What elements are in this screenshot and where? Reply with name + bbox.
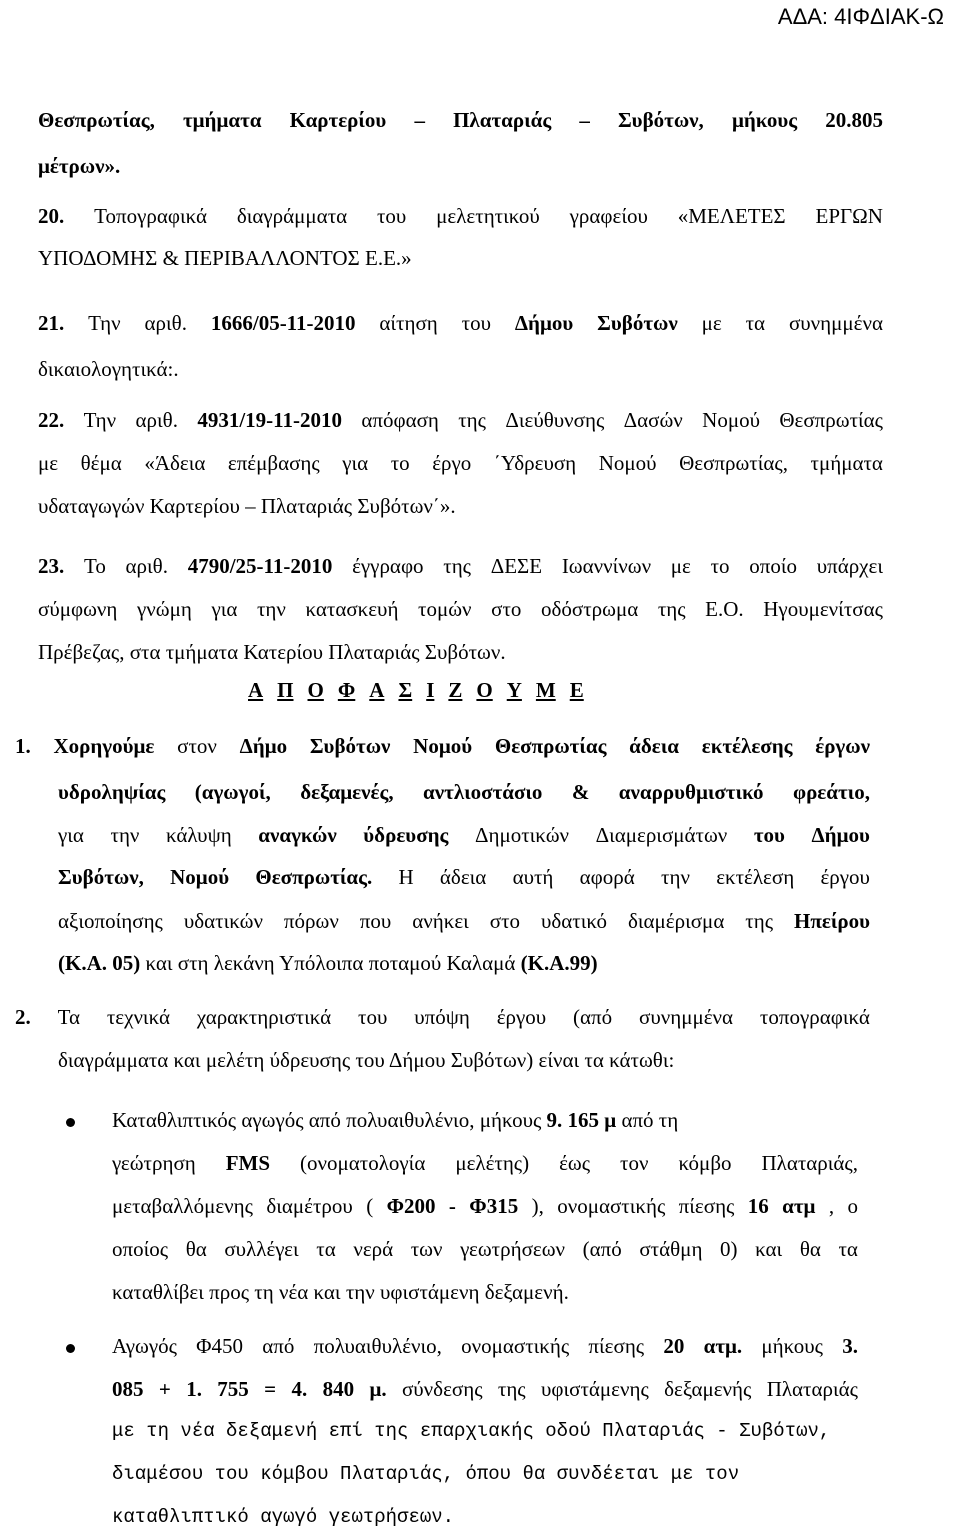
heading-letter: Ε [569,678,584,702]
text-run: την [256,597,286,621]
text-run: Την [88,311,121,335]
bullet-line [112,1196,858,1217]
text-run: αντλιοστάσιο [423,780,543,804]
text-run: (ονοματολογία [300,1151,426,1175]
text-run: Φ200 [386,1194,436,1218]
text-run: αίτηση [379,311,438,335]
text-run: κατασκευή [305,597,399,621]
text-run: από [262,1334,295,1358]
text-run: αφορά [579,865,635,889]
text-run: δικαιολογητικά:. [38,357,179,381]
bullet-line [112,1110,678,1131]
heading-letter: Α [369,678,385,702]
ada-header: ΑΔΑ: 4ΙΦΔΙΑΚ-Ω [777,4,944,29]
text-run: έγγραφο [352,554,424,578]
text-run: υδαταγωγών Καρτερίου – Πλαταριάς Συβότων΄». [38,494,456,518]
text-run: Φ450 [196,1334,244,1358]
text-run: Το [83,554,106,578]
text-run: Ηγουμενίτσας [763,597,883,621]
text-run: 20. [38,204,65,228]
text-run: Δασών [623,408,683,432]
text-run: 1666/05-11-2010 [210,311,356,335]
text-run: Νομού [413,734,473,758]
text-run: 0) [720,1237,738,1261]
text-run: υπάρχει [816,554,883,578]
text-run: Νομού [702,408,760,432]
text-run: Η [398,865,414,889]
bullet-line [112,1153,858,1174]
decision-line [58,825,870,846]
text-run: αριθ. [144,311,187,335]
text-run: Πλαταριάς [453,108,552,132]
text-run: της [745,909,774,933]
text-run: αναρρυθμιστικό [618,780,764,804]
text-run: επέμβασης [227,451,320,475]
text-run: απόφαση [361,408,439,432]
text-run: του [753,823,785,847]
text-run: και στη λεκάνη Υπόλοιπα ποταμού Καλαμά [140,951,521,975]
text-run: = [264,1377,277,1401]
text-run: εκτέλεση [716,865,795,889]
text-run: άδεια [629,734,679,758]
text-run: Νομού [598,451,657,475]
text-run: υφιστάμενης [540,1377,649,1401]
text-run: ατμ [782,1194,816,1218]
decision-line [58,1050,674,1071]
decision-line [58,911,870,932]
text-run: κόμβο [678,1151,732,1175]
text-run: ατμ. [703,1334,743,1358]
text-run: τμήματα [182,108,262,132]
text-run: στον [177,734,217,758]
text-run: Διαμερισμάτων [595,823,728,847]
text-run: 2. [15,1005,31,1029]
text-run: ( [366,1194,374,1218]
text-run: έργου [496,1005,547,1029]
text-run: σύνδεσης [401,1377,483,1401]
text-run: Ε.Ο. [705,597,744,621]
text-run: θα [799,1237,821,1261]
paragraph-line [38,496,456,517]
text-run: καταθλίβει προς τη νέα και την υφιστάμενη δεξαμενή. [112,1280,569,1304]
decision-line [15,1007,870,1028]
paragraph-line [38,642,506,663]
text-run: «ΜΕΛΕΤΕΣ [677,204,786,228]
text-run: συνημμένα [788,311,883,335]
bullet-line [112,1422,830,1441]
decision-line [58,867,870,888]
text-run: 23. [38,554,65,578]
text-run: γεώτρηση [112,1151,196,1175]
text-run: 9. 165 μ [546,1108,617,1132]
text-run: τον [620,1151,649,1175]
text-run: ΕΡΓΩΝ [815,204,883,228]
heading-letter: Π [277,678,294,702]
text-run: Καταθλιπτικός αγωγός από πολυαιθυλένιο, μήκους [112,1108,547,1132]
text-run: οδόστρωμα [541,597,639,621]
text-run: μεταβαλλόμενης [112,1194,253,1218]
text-run: της [458,408,486,432]
text-run: 1. [186,1377,202,1401]
text-run: - [448,1194,456,1218]
text-run: Ιωαννίνων [561,554,652,578]
text-run: για [342,451,369,475]
text-run: πολυαιθυλένιο, [313,1334,442,1358]
decision-heading [248,678,598,703]
text-run: & [571,780,590,804]
paragraph-line [38,248,412,269]
text-run: φρεάτιο, [792,780,870,804]
paragraph-line [38,359,179,380]
text-run: ονομαστικής [557,1194,666,1218]
text-run: έργων [815,734,870,758]
paragraph-line [38,110,883,131]
text-run: Τοπογραφικά [94,204,208,228]
text-run: τομών [418,597,472,621]
heading-letter: Ζ [448,678,463,702]
text-run: πόρων [283,909,339,933]
text-run: Συβότων, [617,108,704,132]
text-run: άδεια [439,865,487,889]
text-run: ΔΕΣΕ [490,554,543,578]
text-run: θέμα [80,451,122,475]
text-run: τα [745,311,766,335]
text-run: για [211,597,238,621]
text-run: του [461,311,492,335]
text-run: (από [573,1005,613,1029]
text-run: το [710,554,730,578]
text-run: υπόψη [414,1005,470,1029]
bullet-line [112,1282,569,1303]
text-run: Διεύθυνσης [505,408,605,432]
text-run: «Άδεια [144,451,206,475]
text-run: 21. [38,311,65,335]
text-run: γεωτρήσεων [460,1237,566,1261]
text-run: 4931/19-11-2010 [197,408,342,432]
text-run: Ηπείρου [794,909,870,933]
text-run: υδροληψίας [58,780,166,804]
bullet-icon [66,1344,75,1353]
text-run: Πλαταριάς, [761,1151,858,1175]
text-run: με [38,451,59,475]
text-run: 840 [322,1377,355,1401]
text-run: 3. [842,1334,858,1358]
text-run: δεξαμενής [664,1377,752,1401]
text-run: – [579,108,590,132]
heading-letter: Ο [476,678,493,702]
heading-letter: Υ [506,678,522,702]
text-run: – [414,108,425,132]
text-run: έργο [432,451,472,475]
text-run: γνώμη [137,597,192,621]
text-run: 16 [747,1194,769,1218]
text-run: του [358,1005,388,1029]
text-run: Τα [57,1005,80,1029]
bullet-line [112,1379,858,1400]
decision-line [15,736,870,757]
text-run: γραφείου [569,204,648,228]
bullet-line [112,1336,858,1357]
text-run: διαγράμματα και μελέτη ύδρευσης του Δήμου Συβότων) είναι τα κάτωθι: [58,1048,675,1072]
text-run: χαρακτηριστικά [196,1005,332,1029]
text-run: Θεσπρωτίας [779,408,883,432]
text-run: αξιοποίησης [58,909,163,933]
heading-letter: Ι [426,678,435,702]
text-run: ΄Υδρευση [493,451,577,475]
paragraph-line [38,556,883,577]
text-run: Χορηγούμε [53,734,155,758]
text-run: στο [491,597,522,621]
text-run: Πρέβεζας, στα τμήματα Κατερίου Πλαταριάς Συβότων. [38,640,506,664]
text-run: Νομού [170,865,230,889]
text-run: Δήμου [514,311,574,335]
text-run: (Κ.Α.99) [520,951,598,975]
paragraph-line [38,410,883,431]
text-run: από τη [616,1108,679,1132]
text-run: σύμφωνη [38,597,118,621]
text-run: 20 [663,1334,685,1358]
text-run: Θεσπρωτίας [494,734,607,758]
text-run: (Κ.Α. 05) [58,951,141,975]
text-run: Θεσπρωτίας, [38,108,155,132]
text-run: με [701,311,722,335]
text-run: υδατικών [183,909,263,933]
text-run: 1. [15,734,31,758]
heading-letter: Ο [307,678,324,702]
text-run: με τη νέα δεξαμενή επί της επαρχιακής οδού Πλαταριάς - Συβότων, [112,1420,831,1442]
text-run: τα [316,1237,336,1261]
text-run: 4790/25-11-2010 [187,554,333,578]
text-run: θα [185,1237,207,1261]
text-run: Την [83,408,117,432]
text-run: μελέτης) [455,1151,530,1175]
text-run: 20.805 [825,108,883,132]
text-run: ο [847,1194,858,1218]
text-run: μ. [369,1377,387,1401]
text-run: διαγράμματα [236,204,348,228]
text-run: τμήματα [810,451,883,475]
text-run: πίεσης [678,1194,735,1218]
text-run: που [359,909,392,933]
bullet-line [112,1465,739,1484]
paragraph-line [38,156,120,177]
text-run: οποίο [749,554,797,578]
text-run: Πλαταριάς [766,1377,858,1401]
text-run: ΥΠΟΔΟΜΗΣ & ΠΕΡΙΒΑΛΛΟΝΤΟΣ Ε.Ε.» [38,246,412,270]
text-run: μελετητικού [436,204,540,228]
text-run: με [670,554,691,578]
text-run: Δημοτικών [474,823,570,847]
bullet-icon [66,1118,75,1127]
text-run: 22. [38,408,65,432]
heading-letter: Α [248,678,264,702]
text-run: μέτρων». [38,154,121,178]
paragraph-line [38,313,883,334]
text-run: έργου [820,865,870,889]
text-run: το [390,451,410,475]
text-run: δεξαμενές, [300,780,394,804]
text-run: μήκους [731,108,798,132]
text-run: συνημμένα [639,1005,734,1029]
text-run: νερά [353,1237,394,1261]
paragraph-line [38,206,883,227]
text-run: Δήμο [239,734,288,758]
heading-letter: Σ [398,678,413,702]
text-run: διαμέρισμα [627,909,725,933]
text-run: και [755,1237,783,1261]
bullet-line [112,1508,454,1527]
text-run: του [376,204,407,228]
heading-letter: Φ [337,678,356,702]
text-run: 4. [291,1377,308,1401]
bullet-line [112,1239,858,1260]
text-run: τεχνικά [106,1005,170,1029]
text-run: τα [838,1237,858,1261]
text-run: ύδρευσης [363,823,449,847]
paragraph-line [38,453,883,474]
text-run: στάθμη [639,1237,703,1261]
text-run: της [497,1377,526,1401]
text-run: Συβότων [309,734,391,758]
paragraph-line [38,599,883,620]
text-run: , [828,1194,835,1218]
text-run: έως [559,1151,591,1175]
text-run: αριθ. [135,408,178,432]
decision-line [58,782,870,803]
text-run: πίεσης [588,1334,645,1358]
text-run: ανήκει [412,909,469,933]
text-run: της [657,597,686,621]
text-run: για [58,823,84,847]
text-run: εκτέλεσης [701,734,793,758]
text-run: αυτή [512,865,554,889]
text-run: 755 [217,1377,249,1401]
text-run: αναγκών [258,823,337,847]
text-run: + [158,1377,171,1401]
text-run: καταθλιπτικό αγωγό γεωτρήσεων. [112,1506,455,1528]
text-run: Συβότων, [58,865,144,889]
text-run: τοπογραφικά [759,1005,870,1029]
text-run: Φ315 [469,1194,519,1218]
text-run: Καρτερίου [289,108,387,132]
text-run: στο [489,909,521,933]
text-run: (από [582,1237,622,1261]
text-run: κάλυψη [165,823,232,847]
text-run: Θεσπρωτίας. [255,865,373,889]
text-run: ονομαστικής [461,1334,570,1358]
text-run: 085 [112,1377,144,1401]
text-run: Αγωγός [112,1334,177,1358]
text-run: οποίος [112,1237,169,1261]
heading-letter: Μ [535,678,556,702]
text-run: διαμέτρου [266,1194,353,1218]
decision-line [58,953,598,974]
text-run: την [110,823,140,847]
text-run: αριθ. [125,554,168,578]
text-run: υδατικό [541,909,608,933]
text-run: διαμέσου του κόμβου Πλαταριάς, όπου θα συνδέεται με τον [112,1463,740,1485]
text-run: της [443,554,472,578]
text-run: Δήμου [811,823,870,847]
text-run: Συβότων [597,311,678,335]
text-run: των [410,1237,443,1261]
text-run: FMS [225,1151,271,1175]
text-run: ), [531,1194,544,1218]
text-run: (αγωγοί, [194,780,271,804]
text-run: την [661,865,690,889]
text-run: μήκους [761,1334,823,1358]
text-run: Θεσπρωτίας, [679,451,788,475]
text-run: συλλέγει [224,1237,299,1261]
